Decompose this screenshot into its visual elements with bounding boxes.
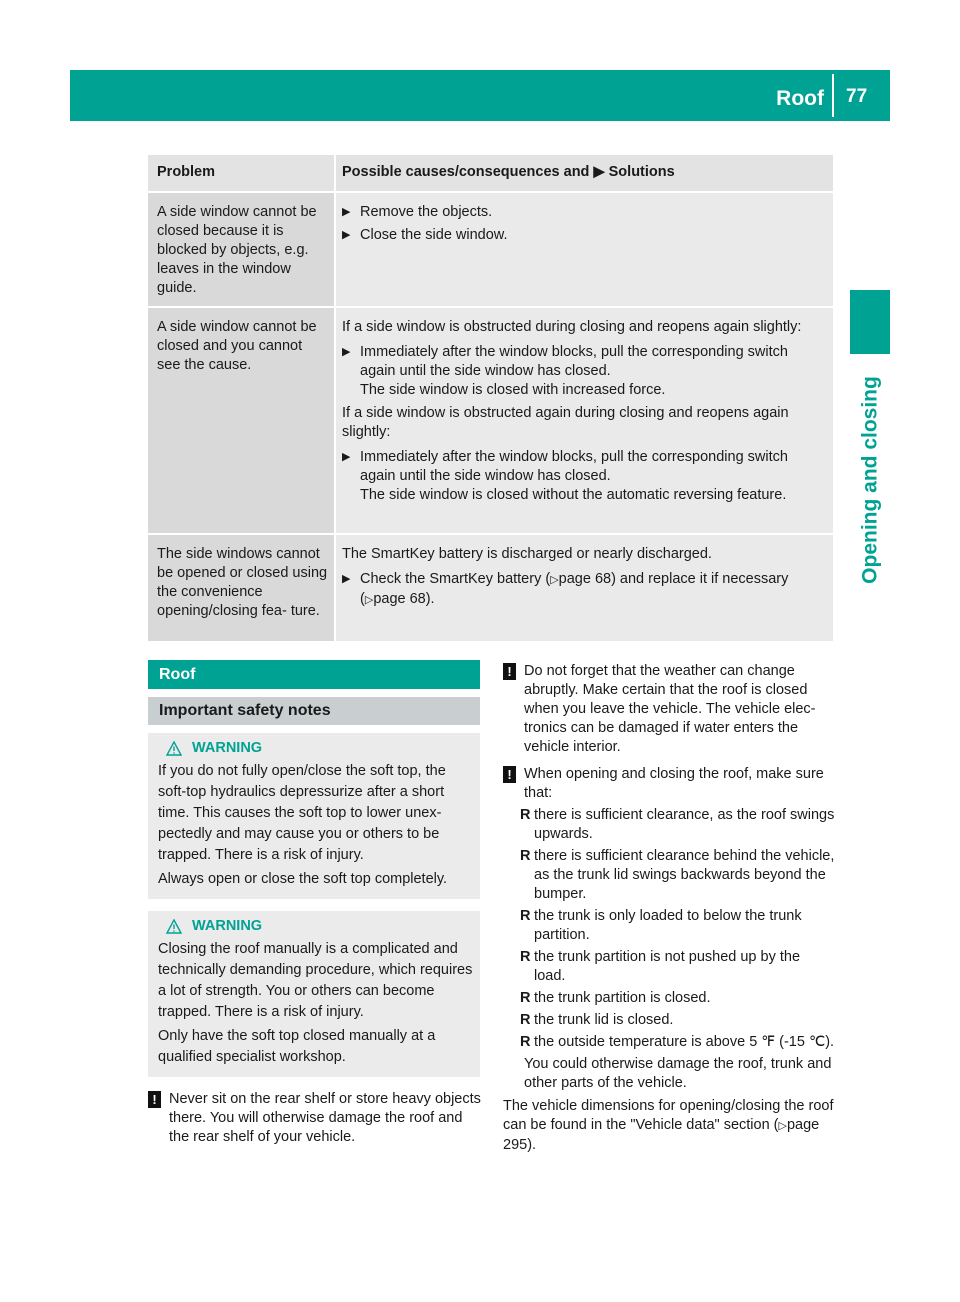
step-text: Remove the objects. <box>360 204 493 220</box>
column-header-solutions-post: Solutions <box>608 164 675 180</box>
warning-text: Only have the soft top closed manually at a qualified specialist workshop. <box>158 1028 436 1065</box>
list-item: R the trunk partition is not pushed up by the load. <box>520 949 801 984</box>
column-header-solutions <box>336 155 833 191</box>
header-section-title: Roof <box>776 87 824 110</box>
chapter-label: Opening and closing <box>858 376 882 584</box>
notice-rear-shelf <box>148 1090 483 1147</box>
table-row <box>148 535 833 643</box>
bullet-icon: R <box>520 949 531 965</box>
notice-weather <box>503 662 835 757</box>
step-text: Close the side window. <box>360 227 508 243</box>
solution-cell <box>336 308 833 533</box>
header-bar <box>70 70 890 121</box>
page-ref-icon: ▷ <box>778 1120 787 1132</box>
dimensions-reference: The vehicle dimensions for opening/closing the roof can be found in the "Vehicle data" section (▷page 295). <box>503 1098 834 1153</box>
page-ref-icon: ▷ <box>550 574 559 586</box>
notice-exclamation-icon: ! <box>503 766 516 783</box>
bullet-icon: R <box>520 908 531 924</box>
column-header-problem: Problem <box>148 155 336 191</box>
warning-triangle-icon <box>166 919 182 934</box>
warning-box <box>148 911 480 1077</box>
bullet-icon: R <box>520 848 531 864</box>
step-item <box>342 448 827 505</box>
list-item: R the trunk lid is closed. <box>520 1012 674 1028</box>
problem-cell: The side windows cannot be opened or closed using the convenience opening/closing fea- ture. <box>148 535 336 641</box>
step-arrow-icon: ▶ <box>342 573 351 585</box>
step-text: Immediately after the window blocks, pull the corresponding switch again until the side window has closed. The side window is closed with increased force. <box>360 344 788 398</box>
section-heading-roof: Roof <box>148 660 480 689</box>
notice-body <box>520 765 835 1093</box>
warning-text: If you do not fully open/close the soft top, the soft-top hydraulics depressurize after a short time. This causes the soft top to lower unex- pectedly and may cause you or others to be trapped. There is a risk of injury. <box>158 763 446 863</box>
solution-arrow-icon: ▶ <box>593 164 609 180</box>
condition-text: If a side window is obstructed during closing and reopens again slightly: <box>342 319 802 335</box>
warning-box <box>148 733 480 899</box>
step-text: Immediately after the window blocks, pull the corresponding switch again until the side window has closed. The side window is closed without the automatic reversing feature. <box>360 449 788 503</box>
solution-cell <box>336 535 833 641</box>
bullet-icon: R <box>520 1012 531 1028</box>
warning-text: Always open or close the soft top completely. <box>158 871 448 887</box>
list-item: R the trunk partition is closed. <box>520 990 711 1006</box>
problem-cell: A side window cannot be closed because it is blocked by objects, e.g. leaves in the window guide. <box>148 193 336 306</box>
step-arrow-icon: ▶ <box>342 346 351 358</box>
column-header-solutions-pre: Possible causes/consequences and <box>342 164 590 180</box>
step-arrow-icon: ▶ <box>342 229 351 241</box>
condition-text: If a side window is obstructed again during closing and reopens again slightly: <box>342 405 789 440</box>
warning-text: Closing the roof manually is a complicated and technically demanding procedure, which requires a lot of strength. You or others can become trapped. There is a risk of injury. <box>158 941 473 1020</box>
condition-text: The SmartKey battery is discharged or nearly discharged. <box>342 546 712 562</box>
step-item <box>342 203 827 222</box>
page-ref-icon: ▷ <box>364 594 374 606</box>
problem-cell: A side window cannot be closed and you cannot see the cause. <box>148 308 336 533</box>
step-item <box>342 226 827 245</box>
chapter-tab <box>850 290 890 354</box>
list-item: R there is sufficient clearance, as the roof swings upwards. <box>520 807 835 842</box>
table-row <box>148 308 833 535</box>
step-arrow-icon: ▶ <box>342 451 351 463</box>
notice-text: When opening and closing the roof, make sure that: <box>524 766 824 801</box>
notice-opening-closing <box>503 765 835 1093</box>
list-item: R the trunk is only loaded to below the trunk partition. <box>520 908 802 943</box>
table-header-row <box>148 155 833 193</box>
warning-title: WARNING <box>158 916 474 937</box>
step-arrow-icon: ▶ <box>342 206 351 218</box>
right-column <box>503 662 835 1155</box>
page-number: 77 <box>846 86 868 107</box>
solution-cell <box>336 193 833 306</box>
bullet-list <box>520 806 835 1052</box>
list-item: R there is sufficient clearance behind the vehicle, as the trunk lid swings backwards beyond the bumper. <box>520 848 835 902</box>
notice-text: Do not forget that the weather can change abruptly. Make certain that the roof is closed when you leave the vehicle. The vehicle elec- tronics can be damaged if water enters the vehicle interior. <box>524 663 816 755</box>
warning-title: WARNING <box>158 738 474 759</box>
warning-triangle-icon <box>166 741 182 756</box>
notice-text: You could otherwise damage the roof, trunk and other parts of the vehicle. <box>524 1056 832 1091</box>
step-item <box>342 570 827 610</box>
bullet-icon: R <box>520 990 531 1006</box>
step-item <box>342 343 827 400</box>
bullet-icon: R <box>520 807 531 823</box>
table-row <box>148 193 833 308</box>
troubleshooting-table <box>148 155 833 643</box>
notice-text: Never sit on the rear shelf or store heavy objects there. You will otherwise damage the roof and the rear shelf of your vehicle. <box>169 1091 481 1145</box>
notice-exclamation-icon: ! <box>503 663 516 680</box>
header-divider <box>832 74 834 117</box>
notice-exclamation-icon: ! <box>148 1091 161 1108</box>
list-item: R the outside temperature is above 5 ℉ (‑15 ℃). <box>520 1034 835 1050</box>
step-text: Check the SmartKey battery (▷page 68) and replace it if necessary (▷page 68). <box>360 571 789 607</box>
bullet-icon: R <box>520 1034 531 1050</box>
subheading-safety-notes: Important safety notes <box>148 697 480 725</box>
